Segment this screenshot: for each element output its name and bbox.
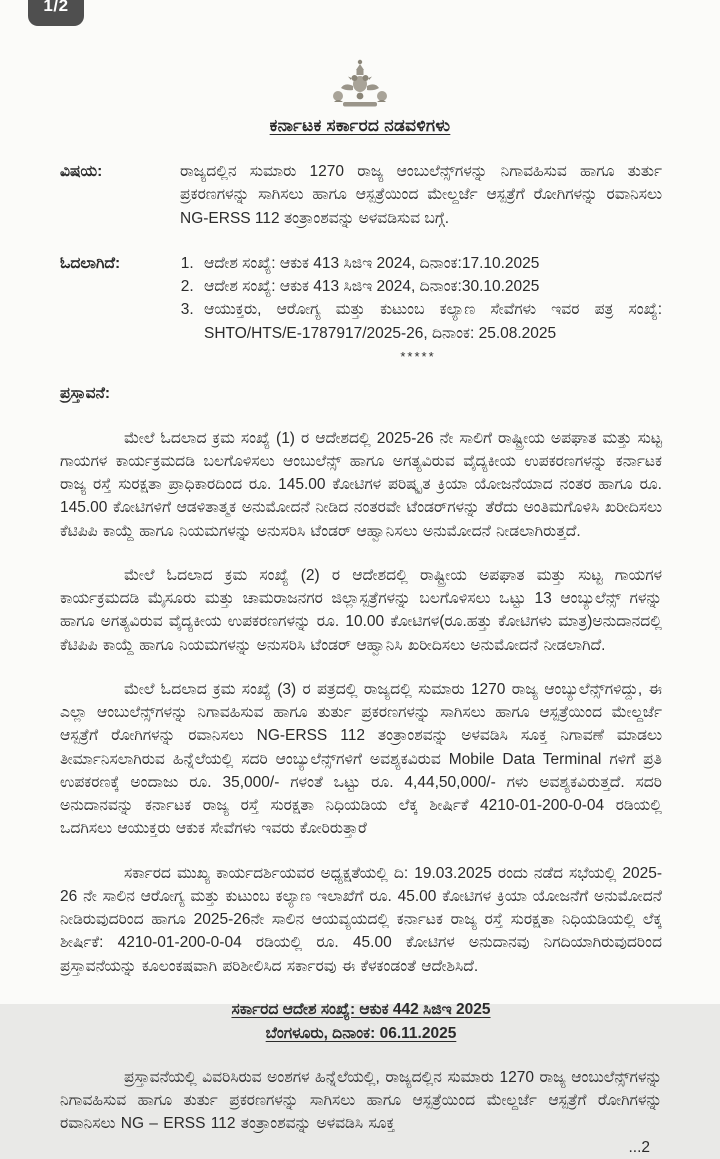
preamble-paragraph-4: ಸರ್ಕಾರದ ಮುಖ್ಯ ಕಾರ್ಯದರ್ಶಿಯವರ ಅಧ್ಯಕ್ಷತೆಯಲ್ಲಿ ದಿ: 19.03.2025 ರಂದು ನಡೆದ ಸಭೆಯಲ್ಲಿ 2025-26 ನೇ ಸಾಲಿನ ಆರೋಗ್ಯ ಮತ್ತು ಕುಟುಂಬ ಕಲ್ಯಾಣ ಇಲಾಖೆಗೆ ರೂ. 45.00 ಕೋಟಿಗಳ ಕ್ರಿಯಾ ಯೋಜನೆಗೆ ಅನುಮೋದನೆ ನೀಡಿರುವುದರಿಂದ ಹಾಗೂ 2025-26ನೇ ಸಾಲಿನ ಆಯವ್ಯಯದಲ್ಲಿ ಕರ್ನಾಟಕ ರಾಜ್ಯ ರಸ್ತೆ ಸುರಕ್ಷತಾ ನಿಧಿಯಡಿಯಲ್ಲಿ ಲೆಕ್ಕ ಶೀರ್ಷಿಕೆ: 4210-01-200-0-04 ರಡಿಯಲ್ಲಿ ರೂ. 45.00 ಕೋಟಿಗಳ ಅನುದಾನವು ನಿಗದಿಯಾಗಿರುವುದರಿಂದ ಪ್ರಸ್ತಾವನೆಯನ್ನು ಕೂಲಂಕಷವಾಗಿ ಪರಿಶೀಲಿಸಿದ ಸರ್ಕಾರವು ಈ ಕೆಳಕಂಡಂತೆ ಆದೇಶಿಸಿದೆ. — [60, 864, 662, 975]
preamble-paragraph-3: ಮೇಲೆ ಓದಲಾದ ಕ್ರಮ ಸಂಖ್ಯೆ (3) ರ ಪತ್ರದಲ್ಲಿ ರಾಜ್ಯದಲ್ಲಿ ಸುಮಾರು 1270 ರಾಜ್ಯ ಆಂಬ್ಯುಲೆನ್ಸ್‌ಗಳಿದ್ದು, ಈ ಎಲ್ಲಾ ಆಂಬುಲೆನ್ಸ್‌ಗಳನ್ನು ನಿಗಾವಹಿಸುವ ಹಾಗೂ ತುರ್ತು ಪ್ರಕರಣಗಳನ್ನು ಸಾಗಿಸಲು ಹಾಗೂ ಆಸ್ಪತ್ರೆಯಿಂದ ಮೇಲ್ದರ್ಜೆ ಆಸ್ಪತ್ರೆಗೆ ರೋಗಿಗಳನ್ನು ರವಾನಿಸಲು NG-ERSS 112 ತಂತ್ರಾಂಶವನ್ನು ಅಳವಡಿಸಿ ಸೂಕ್ತ ನಿಗಾವಣೆ ಮಾಡಲು ತೀರ್ಮಾನಿಸಲಾಗಿರುವ ಹಿನ್ನೆಲೆಯಲ್ಲಿ ಸದರಿ ಆಂಬ್ಯುಲೆನ್ಸ್‌ಗಳಿಗೆ ಅವಶ್ಯಕವಿರುವ Mobile Data Terminal ಗಳಿಗೆ ಪ್ರತಿ ಉಪಕರಣಕ್ಕೆ ಅಂದಾಜು ರೂ. 35,000/- ಗಳಂತೆ ಒಟ್ಟು ರೂ. 4,44,50,000/- ಗಳು ಅವಶ್ಯಕವಿರುತ್ತದೆ. ಸದರಿ ಅನುದಾನವನ್ನು ಕರ್ನಾಟಕ ರಾಜ್ಯ ರಸ್ತೆ ಸುರಕ್ಷತಾ ನಿಧಿಯಡಿಯ ಲೆಕ್ಕ ಶೀರ್ಷಿಕೆ 4210-01-200-0-04 ರಡಿಯಲ್ಲಿ ಒದಗಿಸಲು ಆಯುಕ್ತರು ಆಕುಕ ಸೇವೆಗಳು ಇವರು ಕೋರಿರುತ್ತಾರೆ — [60, 680, 662, 838]
read-label: ಓದಲಾಗಿದೆ: — [60, 254, 121, 272]
page-indicator-badge: 1/2 — [28, 0, 84, 26]
read-separator: ***** — [400, 348, 436, 364]
order-place-date-line: ಬೆಂಗಳೂರು, ದಿನಾಂಕ: 06.11.2025 — [265, 1024, 457, 1042]
karnataka-state-emblem-icon — [329, 58, 391, 110]
subject-section — [60, 160, 662, 230]
read-list — [198, 252, 662, 345]
government-order-heading — [60, 998, 662, 1046]
preamble-label: ಪ್ರಸ್ತಾವನೆ: — [60, 385, 110, 403]
subject-text: ರಾಜ್ಯದಲ್ಲಿನ ಸುಮಾರು 1270 ರಾಜ್ಯ ಆಂಬುಲೆನ್ಸ್‌ಗಳನ್ನು ನಿಗಾವಹಿಸುವ ಹಾಗೂ ತುರ್ತು ಪ್ರಕರಣಗಳನ್ನು ಸಾಗಿಸಲು ಹಾಗೂ ಆಸ್ಪತ್ರೆಯಿಂದ ಮೇಲ್ದರ್ಜೆ ಆಸ್ಪತ್ರೆಗೆ ರೋಗಿಗಳನ್ನು ರವಾನಿಸಲು NG-ERSS 112 ತಂತ್ರಾಂಶವನ್ನು ಅಳವಡಿಸುವ ಬಗ್ಗೆ. — [180, 163, 662, 227]
preamble-paragraph-2: ಮೇಲೆ ಓದಲಾದ ಕ್ರಮ ಸಂಖ್ಯೆ (2) ರ ಆದೇಶದಲ್ಲಿ ರಾಷ್ಟ್ರೀಯ ಅಪಘಾತ ಮತ್ತು ಸುಟ್ಟ ಗಾಯಗಳ ಕಾರ್ಯಕ್ರಮದಡಿ ಮೈಸೂರು ಮತ್ತು ಚಾಮರಾಜನಗರ ಜಿಲ್ಲಾಸ್ಪತ್ರೆಗಳನ್ನು ಬಲಗೊಳಿಸಲು ಒಟ್ಟು 13 ಆಂಬ್ಯುಲೆನ್ಸ್ ಗಳನ್ನು ಹಾಗೂ ಅಗತ್ಯವಿರುವ ವೈದ್ಯಕೀಯ ಉಪಕರಣಗಳನ್ನು ರೂ. 10.00 ಕೋಟಿಗಳ(ರೂ.ಹತ್ತು ಕೋಟಿಗಳು ಮಾತ್ರ)ಅನುದಾನದಲ್ಲಿ ಕೆಟಿಪಿಪಿ ಕಾಯ್ದೆ ಹಾಗೂ ನಿಯಮಗಳನ್ನು ಅನುಸರಿಸಿ ಟೆಂಡರ್ ಆಹ್ವಾನಿಸಿ ಖರೀದಿಸಲು ಅನುಮೋದನೆ ನೀಡಲಾಗಿದೆ. — [60, 566, 662, 654]
read-item: 3. ಆಯುಕ್ತರು, ಆರೋಗ್ಯ ಮತ್ತು ಕುಟುಂಬ ಕಲ್ಯಾಣ ಸೇವೆಗಳು ಇವರ ಪತ್ರ ಸಂಖ್ಯೆ: SHTO/HTS/E-1787917/2025-26, ದಿನಾಂಕ: 25.08.2025 — [198, 298, 662, 345]
preamble-paragraph-1: ಮೇಲೆ ಓದಲಾದ ಕ್ರಮ ಸಂಖ್ಯೆ (1) ರ ಆದೇಶದಲ್ಲಿ 2025-26 ನೇ ಸಾಲಿಗೆ ರಾಷ್ಟ್ರೀಯ ಅಪಘಾತ ಮತ್ತು ಸುಟ್ಟ ಗಾಯಗಳ ಕಾರ್ಯಕ್ರಮದಡಿ ಬಲಗೊಳಿಸಲು ಆಂಬುಲೆನ್ಸ್ ಹಾಗೂ ಅಗತ್ಯವಿರುವ ವೈದ್ಯಕೀಯ ಉಪಕರಣಗಳನ್ನು ಕರ್ನಾಟಕ ರಾಜ್ಯ ರಸ್ತೆ ಸುರಕ್ಷತಾ ಪ್ರಾಧಿಕಾರದಿಂದ ರೂ. 145.00 ಕೋಟಿಗಳ ಪರಿಷ್ಕೃತ ಕ್ರಿಯಾ ಯೋಜನೆಯಾದ ನಂತರ ಹಾಗೂ ರೂ. 145.00 ಕೋಟಿಗಳಿಗೆ ಆಡಳಿತಾತ್ಮಕ ಅನುಮೋದನೆ ನೀಡಿದ ನಂತರವೇ ಟೆಂಡರ್‌ಗಳನ್ನು ತೆರೆದು ಅಂತಿಮಗೊಳಿಸಿ ಖರೀದಿಸಲು ಕೆಟಿಪಿಪಿ ಕಾಯ್ದೆ ಹಾಗೂ ನಿಯಮಗಳನ್ನು ಅನುಸರಿಸಿ ಟೆಂಡರ್ ಆಹ್ವಾನಿಸಲು ಅನುಮೋದನೆ ನೀಡಲಾಗಿರುತ್ತದೆ. — [60, 429, 662, 540]
subject-label: ವಿಷಯ: — [60, 163, 103, 180]
read-section — [60, 252, 662, 367]
document-title: ಕರ್ನಾಟಕ ಸರ್ಕಾರದ ನಡವಳಿಗಳು — [269, 116, 451, 135]
closing-paragraph: ಪ್ರಸ್ತಾವನೆಯಲ್ಲಿ ವಿವರಿಸಿರುವ ಅಂಶಗಳ ಹಿನ್ನೆಲೆಯಲ್ಲಿ, ರಾಜ್ಯದಲ್ಲಿನ ಸುಮಾರು 1270 ರಾಜ್ಯ ಆಂಬುಲೆನ್ಸ್‌ಗಳನ್ನು ನಿಗಾವಹಿಸುವ ಹಾಗೂ ತುರ್ತು ಪ್ರಕರಣಗಳನ್ನು ಸಾಗಿಸಲು ಹಾಗೂ ಆಸ್ಪತ್ರೆಯಿಂದ ಮೇಲ್ದರ್ಜೆ ಆಸ್ಪತ್ರೆಗೆ ರೋಗಿಗಳನ್ನು ರವಾನಿಸಲು NG – ERSS 112 ತಂತ್ರಾಂಶವನ್ನು ಅಳವಡಿಸಿ ಸೂಕ್ತ — [60, 1068, 662, 1133]
order-number-line: ಸರ್ಕಾರದ ಆದೇಶ ಸಂಖ್ಯೆ: ಆಕುಕ 442 ಸಿಜಿಇ 2025 — [231, 1000, 491, 1018]
read-item: 1. ಆದೇಶ ಸಂಖ್ಯೆ: ಆಕುಕ 413 ಸಿಜಿಇ 2024, ದಿನಾಂಕ:17.10.2025 — [198, 252, 662, 275]
read-item: 2. ಆದೇಶ ಸಂಖ್ಯೆ: ಆಕುಕ 413 ಸಿಜಿಇ 2024, ದಿನಾಂಕ:30.10.2025 — [198, 275, 662, 298]
page-continuation-marker: ...2 — [628, 1138, 650, 1156]
